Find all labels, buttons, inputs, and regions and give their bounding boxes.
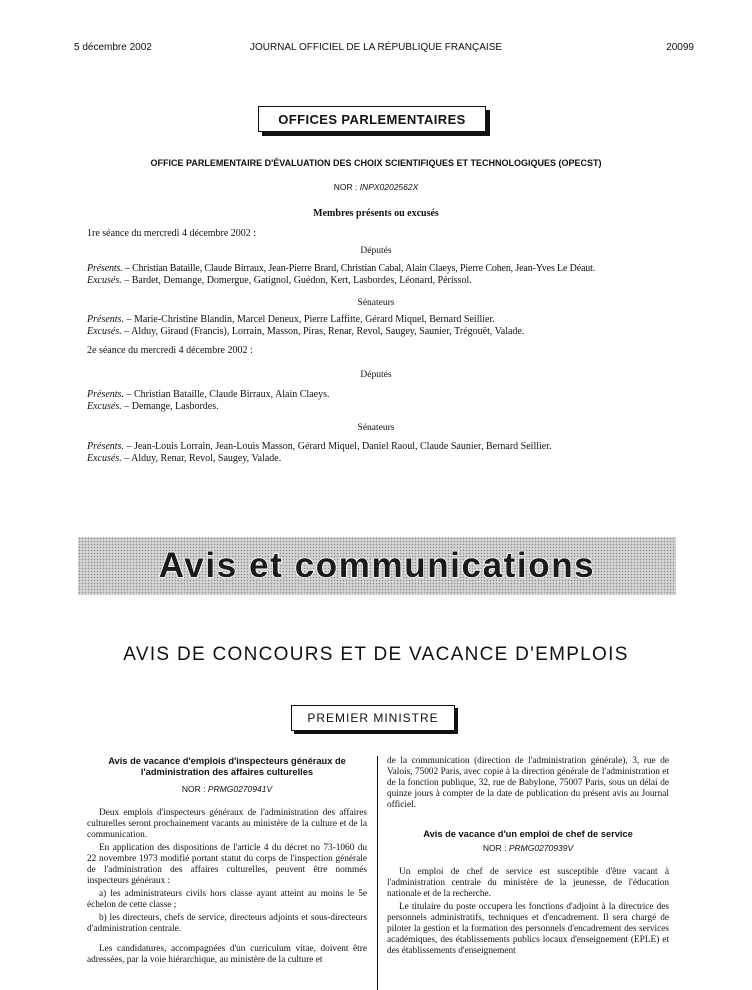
- article-nor: [387, 843, 669, 854]
- senateurs-2-presents: [87, 441, 552, 453]
- nor-label: NOR :: [333, 182, 358, 192]
- avis-concours-title: AVIS DE CONCOURS ET DE VACANCE D'EMPLOIS: [123, 644, 629, 665]
- presents-label: Présents.: [87, 389, 124, 400]
- paragraph: En application des dispositions de l'article 4 du décret no 73-1060 du 22 novembre 1973 modifié portant statut du corps de l'inspection générale de l'administration des affaires culturelles, peuvent être nommés inspecteurs généraux :: [87, 843, 367, 886]
- excuses-list: – Bardet, Demange, Domergue, Gatignol, Guédon, Kert, Lasbordes, Léonard, Périssol.: [121, 275, 472, 286]
- header-page-number: 20099: [666, 42, 694, 53]
- section-box-offices-parlementaires: OFFICES PARLEMENTAIRES: [258, 106, 486, 132]
- header-journal-title: JOURNAL OFFICIEL DE LA RÉPUBLIQUE FRANÇAISE: [249, 42, 503, 53]
- right-column: [387, 756, 669, 959]
- seance-2-heading: 2e séance du mercredi 4 décembre 2002 :: [87, 345, 253, 356]
- presents-list: – Jean-Louis Lorrain, Jean-Louis Masson, Gérard Miquel, Daniel Raoul, Claude Saunier, Bernard Seillier.: [123, 441, 552, 452]
- excuses-list: – Alduy, Giraud (Francis), Lorrain, Masson, Piras, Renar, Revol, Saugey, Saunier, Trégouët, Valade.: [121, 326, 525, 337]
- paragraph: de la communication (direction de l'administration générale), 3, rue de Valois, 75002 Paris, avec copie à la direction générale de l'administration et de la fonction publique, 32, rue de Babylone, 75007 Paris, sous un délai de quinze jours à compter de la date de publication du présent avis au Journal officiel.: [387, 756, 669, 810]
- presents-list: – Christian Bataille, Claude Birraux, Alain Claeys.: [123, 389, 330, 400]
- presents-label: Présents.: [87, 441, 124, 452]
- header-date: 5 décembre 2002: [74, 42, 152, 53]
- excuses-label: Excusés.: [87, 401, 122, 412]
- premier-ministre-box: PREMIER MINISTRE: [291, 705, 455, 731]
- senateurs-1-heading: Sénateurs: [357, 298, 395, 308]
- nor-label: NOR :: [482, 843, 507, 853]
- banner-title: Avis et communications: [158, 546, 596, 585]
- deputes-2-heading: Députés: [360, 370, 392, 380]
- deputes-1-excuses: [87, 275, 472, 287]
- excuses-label: Excusés.: [87, 453, 122, 464]
- office-nor: [0, 182, 752, 192]
- presents-label: Présents.: [87, 263, 123, 274]
- deputes-2-presents: [87, 389, 329, 401]
- deputes-1-heading: Députés: [360, 246, 392, 256]
- article-nor: [87, 784, 367, 795]
- paragraph: Deux emplois d'inspecteurs généraux de l'administration des affaires culturelles seront prochainement vacants au ministère de la culture et de la communication.: [87, 808, 367, 840]
- excuses-list: – Demange, Lasbordes.: [121, 401, 219, 412]
- paragraph: Un emploi de chef de service est susceptible d'être vacant à l'administration centrale du ministère de la jeunesse, de l'éducation nationale et de la recherche.: [387, 867, 669, 899]
- senateurs-2-excuses: [87, 453, 281, 465]
- paragraph: a) les administrateurs civils hors classe ayant atteint au moins le 5e échelon de cette classe ;: [87, 889, 367, 910]
- paragraph: Les candidatures, accompagnées d'un curriculum vitae, doivent être adressées, par la voie hiérarchique, au ministère de la culture et: [87, 944, 367, 966]
- presents-label: Présents.: [87, 314, 124, 325]
- deputes-1-presents: [87, 263, 595, 275]
- article-title-inspecteurs: Avis de vacance d'emplois d'inspecteurs généraux de l'administration des affaires culturelles: [108, 756, 346, 777]
- senateurs-2-heading: Sénateurs: [357, 423, 395, 433]
- column-divider: [377, 756, 378, 990]
- senateurs-1-presents: [87, 314, 495, 326]
- nor-code: PRMG0270939V: [508, 843, 574, 853]
- seance-1-heading: 1re séance du mercredi 4 décembre 2002 :: [87, 228, 257, 239]
- article-title-chef-de-service: Avis de vacance d'un emploi de chef de service: [423, 829, 633, 839]
- paragraph: b) les directeurs, chefs de service, directeurs adjoints et sous-directeurs d'administration centrale.: [87, 913, 367, 934]
- office-title: OFFICE PARLEMENTAIRE D'ÉVALUATION DES CHOIX SCIENTIFIQUES ET TECHNOLOGIQUES (OPECST): [150, 158, 602, 168]
- excuses-label: Excusés.: [87, 326, 122, 337]
- membres-heading: Membres présents ou excusés: [313, 208, 439, 219]
- senateurs-1-excuses: [87, 326, 524, 338]
- nor-label: NOR :: [181, 784, 206, 794]
- excuses-label: Excusés.: [87, 275, 122, 286]
- excuses-list: – Alduy, Renar, Revol, Saugey, Valade.: [121, 453, 282, 464]
- nor-code: PRMG0270941V: [207, 784, 273, 794]
- left-column: [87, 756, 367, 976]
- deputes-2-excuses: [87, 401, 219, 413]
- avis-communications-banner: [78, 537, 676, 595]
- nor-code: INPX0202562X: [359, 182, 419, 192]
- paragraph: Le titulaire du poste occupera les fonctions d'adjoint à la directrice des personnels administratifs, techniques et d'encadrement. Il sera chargé de piloter la gestion et la formation des personnels d'encadrement des services académiques, des établissements publics locaux d'enseignement (EPLE) et des établissements d'enseignement: [387, 902, 669, 956]
- presents-list: – Marie-Christine Blandin, Marcel Deneux, Pierre Laffitte, Gérard Miquel, Bernard Seillier.: [123, 314, 495, 325]
- presents-list: – Christian Bataille, Claude Birraux, Jean-Pierre Brard, Christian Cabal, Alain Claeys, Pierre Cohen, Jean-Yves Le Déaut.: [122, 263, 596, 274]
